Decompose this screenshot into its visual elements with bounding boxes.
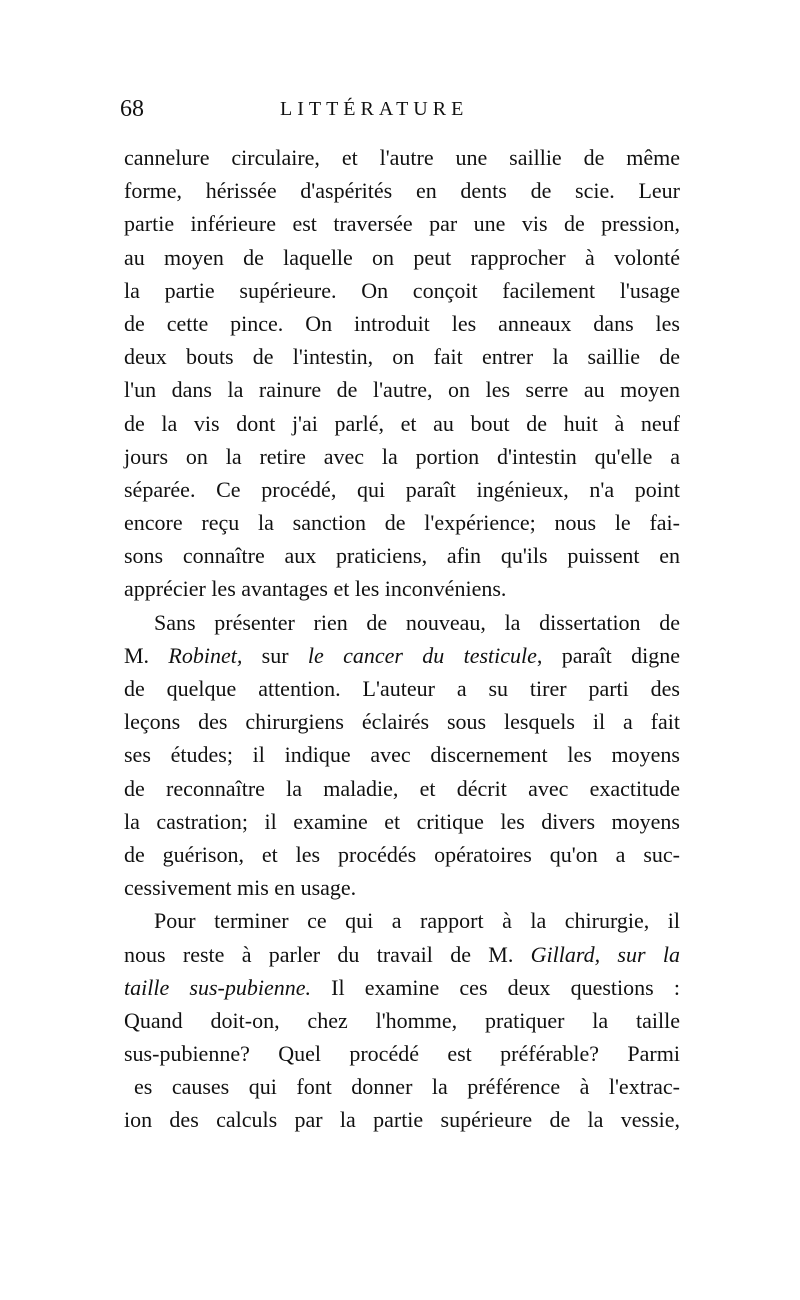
text-line: de guérison, et les procédés opératoires qu'on a suc- — [124, 841, 680, 867]
text-line: la castration; il examine et critique les divers moyens — [124, 808, 680, 834]
work-title: taille sus-pubienne. — [124, 974, 311, 1000]
text-line: l'un dans la rainure de l'autre, on les serre au moyen — [124, 377, 680, 403]
text-line-with-italics — [124, 938, 680, 971]
author-name: Gillard, sur la — [530, 941, 680, 967]
work-title: le cancer du testicule — [307, 642, 537, 668]
text-line: jours on la retire avec la portion d'intestin qu'elle a — [124, 443, 680, 469]
text-span: , paraît digne — [536, 642, 680, 668]
text-span: Il examine ces deux questions : — [310, 974, 680, 1000]
text-line-with-italics — [124, 971, 680, 1004]
text-line: de reconnaître la maladie, et décrit avec exactitude — [124, 775, 680, 801]
text-line: ses études; il indique avec discernement les moyens — [124, 742, 680, 768]
text-line: deux bouts de l'intestin, on fait entrer la saillie de — [124, 344, 680, 370]
body-text — [124, 141, 680, 1137]
text-span: nous reste à parler du travail de M. — [124, 941, 531, 967]
text-span: Pour terminer ce qui a rapport à la chirurgie, il — [154, 908, 680, 934]
paragraph-start-line — [124, 904, 680, 937]
text-line-with-italics — [124, 639, 680, 672]
text-line: sons connaître aux praticiens, afin qu'ils puissent en — [124, 543, 680, 569]
text-line: Quand doit-on, chez l'homme, pratiquer la taille — [124, 1007, 680, 1033]
text-span: M. — [124, 642, 169, 668]
text-line: forme, hérissée d'aspérités en dents de scie. Leur — [124, 178, 680, 204]
text-line: es causes qui font donner la préférence à l'extrac- — [134, 1074, 680, 1100]
running-title: LITTÉRATURE — [280, 98, 469, 120]
text-line: de quelque attention. L'auteur a su tirer parti des — [124, 676, 680, 701]
text-line: partie inférieure est traversée par une vis de pression, — [124, 211, 680, 237]
text-line: encore reçu la sanction de l'expérience; nous le fai- — [124, 510, 680, 536]
running-head — [120, 96, 690, 126]
text-span: sur — [242, 642, 308, 668]
text-line: séparée. Ce procédé, qui paraît ingénieux, n'a point — [124, 476, 680, 502]
text-line: la partie supérieure. On conçoit facilement l'usage — [124, 277, 680, 303]
text-line: de cette pince. On introduit les anneaux dans les — [124, 310, 680, 336]
text-line: cannelure circulaire, et l'autre une saillie de même — [124, 145, 680, 170]
text-line: leçons des chirurgiens éclairés sous lesquels il a fait — [124, 709, 680, 735]
paragraph-end-line: cessivement mis en usage. — [124, 875, 357, 901]
text-line: sus-pubienne? Quel procédé est préférable? Parmi — [124, 1041, 680, 1067]
text-line: au moyen de laquelle on peut rapprocher à volonté — [124, 244, 680, 270]
text-line: de la vis dont j'ai parlé, et au bout de huit à neuf — [124, 410, 680, 436]
paragraph-start-line: Sans présenter rien de nouveau, la dissertation de — [154, 609, 680, 635]
text-line: ion des calculs par la partie supérieure de la vessie, — [124, 1107, 680, 1133]
page-number: 68 — [120, 96, 144, 122]
paragraph-end-line: apprécier les avantages et les inconvéniens. — [124, 576, 507, 602]
author-name: Robinet, — [168, 642, 243, 668]
